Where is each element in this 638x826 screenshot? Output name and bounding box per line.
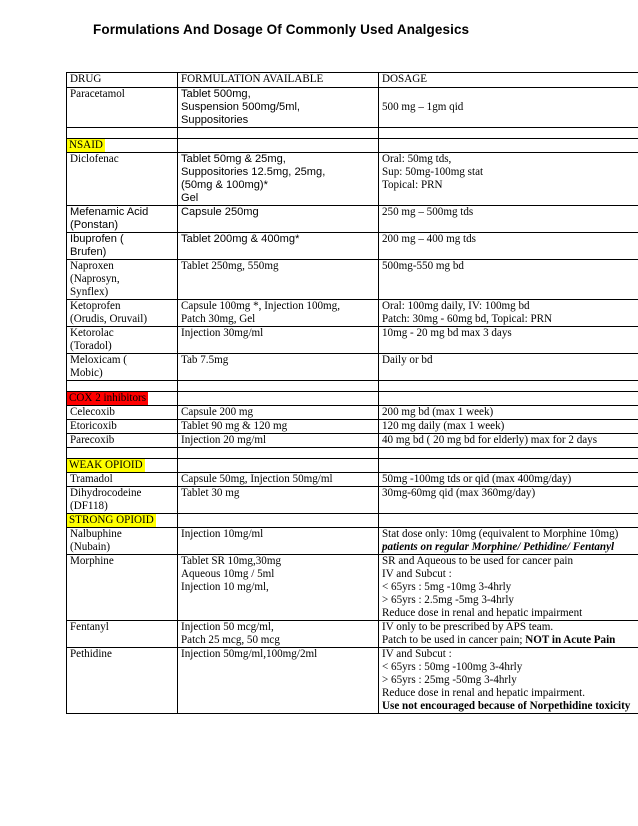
drug-cell (67, 88, 178, 128)
header-formulation: FORMULATION AVAILABLE (178, 73, 379, 88)
dosage-line: IV and Subcut : (382, 648, 452, 660)
dosage-line: Topical: PRN (382, 179, 443, 191)
drug-name: Diclofenac (70, 153, 119, 165)
table-row (67, 88, 638, 128)
formulation-line: Suspension 500mg/5ml, (181, 101, 301, 113)
drug-name: Nalbuphine (70, 528, 122, 540)
dosage-line: > 65yrs : 2.5mg -5mg 3-4hrly (382, 594, 514, 606)
dosage-line: Oral: 100mg daily, IV: 100mg bd (382, 300, 530, 312)
formulation-cell (178, 260, 379, 300)
section-label-weak-opioid: WEAK OPIOID (69, 459, 143, 471)
section-row-weak-opioid (67, 459, 638, 473)
formulation-cell: Injection 50mg/ml,100mg/2ml (178, 648, 379, 714)
drug-name: Dihydrocodeine (70, 487, 142, 499)
formulation-cell: Tablet 90 mg & 120 mg (178, 420, 379, 434)
page-title: Formulations And Dosage Of Commonly Used Analgesics (93, 22, 470, 37)
dosage-text: Patch to be used in cancer pain; (382, 634, 526, 646)
dosage-line: 10mg - 20 mg bd max 3 days (382, 327, 512, 339)
drug-brand: (Nubain) (70, 541, 111, 553)
formulation-line: Injection 10 mg/ml, (181, 581, 269, 593)
formulation-line: Gel (181, 192, 199, 204)
dosage-line: 500mg-550 mg bd (382, 260, 464, 272)
formulation-cell: Capsule 200 mg (178, 406, 379, 420)
drug-brand: Brufen) (70, 246, 107, 258)
formulation-cell (178, 354, 379, 381)
dosage-cell (379, 648, 638, 714)
dosage-cell (379, 88, 638, 128)
formulation-cell (178, 621, 379, 648)
dosage-line (382, 634, 638, 647)
dosage-cell: 120 mg daily (max 1 week) (379, 420, 638, 434)
formulation-line: Tablet SR 10mg,30mg (181, 555, 281, 567)
table-row (67, 354, 638, 381)
table-row (67, 487, 638, 514)
dosage-line: IV only to be prescribed by APS team. (382, 621, 554, 633)
drug-name: Tramadol (67, 473, 178, 487)
formulation-line: Tab 7.5mg (181, 354, 229, 366)
table-row (67, 300, 638, 327)
formulation-line: Tablet 500mg, (181, 88, 251, 100)
drug-name: Morphine (67, 555, 178, 621)
formulation-line: Suppositories 12.5mg, 25mg, (181, 166, 326, 178)
formulation-cell: Injection 10mg/ml (178, 528, 379, 555)
formulation-line: Tablet 50mg & 25mg, (181, 153, 286, 165)
dosage-warning: Use not encouraged because of Norpethidine toxicity (382, 700, 631, 712)
dosage-cell: 40 mg bd ( 20 mg bd for elderly) max for 2 days (379, 434, 638, 448)
drug-brand: (DF118) (70, 500, 108, 512)
header-dosage: DOSAGE (379, 73, 638, 88)
drug-name: Fentanyl (67, 621, 178, 648)
section-label-nsaid: NSAID (69, 139, 103, 151)
drug-name: Meloxicam ( (70, 354, 127, 366)
drug-cell (67, 206, 178, 233)
table-row (67, 528, 638, 555)
table-row (67, 260, 638, 300)
dosage-cell (379, 300, 638, 327)
section-row-cox2 (67, 392, 638, 406)
dosage-cell (379, 327, 638, 354)
section-label-strong-opioid: STRONG OPIOID (69, 514, 154, 526)
formulation-cell (178, 300, 379, 327)
dosage-line: SR and Aqueous to be used for cancer pain (382, 555, 574, 567)
section-label-cox2: COX 2 inhibitors (69, 392, 147, 404)
dosage-warning: patients on regular Morphine/ Pethidine/ Fentanyl (382, 541, 615, 553)
drug-name: Etoricoxib (67, 420, 178, 434)
dosage-line: Patch: 30mg - 60mg bd, Topical: PRN (382, 313, 553, 325)
dosage-line: 500 mg – 1gm qid (382, 101, 464, 113)
dosage-cell (379, 233, 638, 260)
dosage-line: < 65yrs : 50mg -100mg 3-4hrly (382, 661, 523, 673)
table-row (67, 420, 638, 434)
dosage-cell: 30mg-60mg qid (max 360mg/day) (379, 487, 638, 514)
drug-brand: (Orudis, Oruvail) (70, 313, 148, 325)
formulation-line: (50mg & 100mg)* (181, 179, 268, 191)
dosage-cell: 200 mg bd (max 1 week) (379, 406, 638, 420)
table-header-row (67, 73, 638, 88)
spacer-row (67, 448, 638, 459)
table-row (67, 621, 638, 648)
dosage-cell: 50mg -100mg tds or qid (max 400mg/day) (379, 473, 638, 487)
formulation-cell: Tablet 30 mg (178, 487, 379, 514)
drug-brand: Synflex) (70, 286, 109, 298)
dosage-cell (379, 260, 638, 300)
table-row (67, 153, 638, 206)
formulation-line: Tablet 200mg & 400mg* (181, 233, 300, 245)
formulation-line: Capsule 100mg *, Injection 100mg, (181, 300, 340, 312)
formulation-cell (178, 88, 379, 128)
drug-brand: (Toradol) (70, 340, 112, 352)
table-row (67, 434, 638, 448)
drug-cell (67, 487, 178, 514)
formulation-line: Injection 30mg/ml (181, 327, 264, 339)
formulation-line: Injection 50 mcg/ml, (181, 621, 274, 633)
dosage-cell (379, 555, 638, 621)
drug-name: Parecoxib (67, 434, 178, 448)
dosage-cell (379, 206, 638, 233)
drug-brand: (Ponstan) (70, 219, 119, 231)
drug-cell (67, 153, 178, 206)
drug-name: Ketorolac (70, 327, 114, 339)
formulation-line: Aqueous 10mg / 5ml (181, 568, 275, 580)
drug-name: Pethidine (67, 648, 178, 714)
formulation-line: Tablet 250mg, 550mg (181, 260, 279, 272)
dosage-cell (379, 621, 638, 648)
drug-name: Mefenamic Acid (70, 206, 149, 218)
drug-cell (67, 233, 178, 260)
table-row (67, 406, 638, 420)
formulation-line: Suppositories (181, 114, 249, 126)
drug-cell (67, 300, 178, 327)
drug-name: Paracetamol (70, 88, 125, 100)
drug-name: Ibuprofen ( (70, 233, 124, 245)
dosage-line: Daily or bd (382, 354, 433, 366)
dosage-line: > 65yrs : 25mg -50mg 3-4hrly (382, 674, 517, 686)
formulation-cell: Injection 20 mg/ml (178, 434, 379, 448)
spacer-row (67, 128, 638, 139)
drug-name: Ketoprofen (70, 300, 121, 312)
formulation-cell (178, 153, 379, 206)
drug-cell (67, 260, 178, 300)
dosage-line: < 65yrs : 5mg -10mg 3-4hrly (382, 581, 512, 593)
formulation-cell (178, 233, 379, 260)
dosage-line: Reduce dose in renal and hepatic impairment (382, 607, 583, 619)
dosage-line: 200 mg – 400 mg tds (382, 233, 476, 245)
dosage-line: Stat dose only: 10mg (equivalent to Morphine 10mg) (382, 528, 619, 540)
dosage-cell (379, 354, 638, 381)
section-row-strong-opioid (67, 514, 638, 528)
dosage-cell (379, 153, 638, 206)
formulation-line: Patch 25 mcg, 50 mcg (181, 634, 280, 646)
formulation-cell (178, 555, 379, 621)
dosage-line: Reduce dose in renal and hepatic impairment. (382, 687, 586, 699)
drug-brand: Mobic) (70, 367, 103, 379)
drug-cell (67, 327, 178, 354)
dosage-cell (379, 528, 638, 555)
drug-brand: (Naprosyn, (70, 273, 120, 285)
section-row-nsaid (67, 139, 638, 153)
header-drug: DRUG (67, 73, 178, 88)
dosage-line: Oral: 50mg tds, (382, 153, 452, 165)
formulation-cell (178, 206, 379, 233)
dosage-line: 250 mg – 500mg tds (382, 206, 474, 218)
dosage-line: IV and Subcut : (382, 568, 452, 580)
drug-cell (67, 528, 178, 555)
formulation-line: Patch 30mg, Gel (181, 313, 256, 325)
formulation-line: Capsule 250mg (181, 206, 259, 218)
table-row (67, 206, 638, 233)
table-row (67, 473, 638, 487)
table-row (67, 233, 638, 260)
spacer-row (67, 381, 638, 392)
dosage-warning: NOT in Acute Pain (525, 634, 616, 646)
analgesics-table (66, 72, 638, 714)
table-row (67, 327, 638, 354)
drug-cell (67, 354, 178, 381)
dosage-line: Sup: 50mg-100mg stat (382, 166, 484, 178)
drug-name: Celecoxib (67, 406, 178, 420)
table-row (67, 648, 638, 714)
table-row (67, 555, 638, 621)
formulation-cell: Capsule 50mg, Injection 50mg/ml (178, 473, 379, 487)
formulation-cell (178, 327, 379, 354)
drug-name: Naproxen (70, 260, 114, 272)
